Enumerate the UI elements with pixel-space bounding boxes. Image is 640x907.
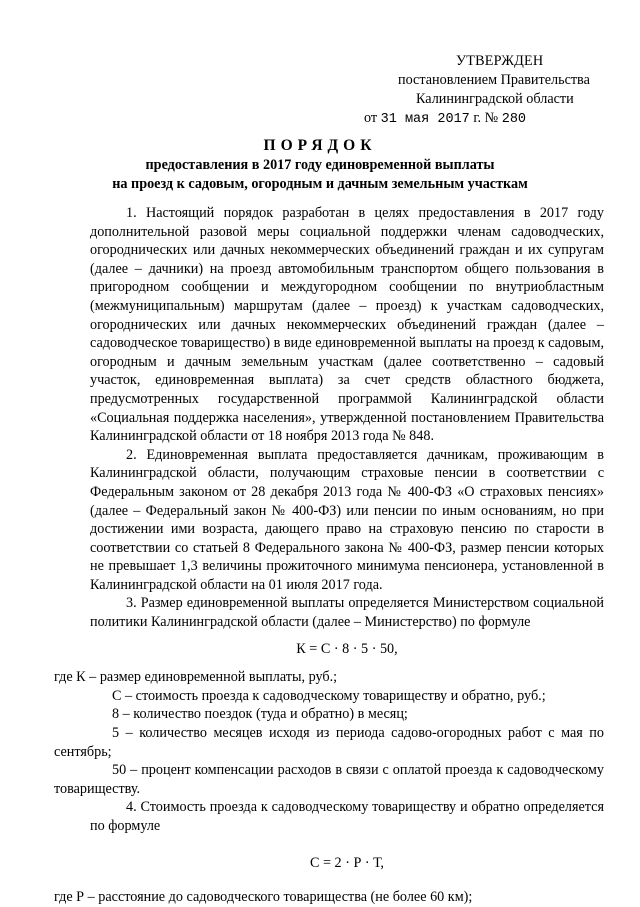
approval-stamp <box>364 52 628 129</box>
approved-heading: УТВЕРЖДЕН <box>456 53 544 69</box>
paragraph-4: 4. Стоимость проезда к садоводческому товариществу и обратно определяется по формуле <box>90 799 604 834</box>
document-subtitle <box>60 156 580 194</box>
formula-k: К = С · 8 · 5 · 50, <box>296 640 398 657</box>
approved-region-line: Калининградской области <box>416 91 574 107</box>
subtitle-line-1: предоставления в 2017 году единовременной выплаты <box>145 157 495 173</box>
date-prefix: от <box>364 110 378 126</box>
definition-c: С – стоимость проезда к садоводческому товариществу и обратно, руб.; <box>112 687 546 704</box>
definition-5: 5 – количество месяцев исходя из периода садово-огородных работ с мая по сентябрь; <box>54 725 604 760</box>
approved-by-line: постановлением Правительства <box>398 72 590 88</box>
document-body <box>54 204 604 907</box>
approved-date-line <box>364 109 628 129</box>
decree-number: 280 <box>501 112 527 127</box>
paragraph-3: 3. Размер единовременной выплаты определяется Министерством социальной политики Калининградской области (далее – Министерство) по формуле <box>90 595 604 631</box>
paragraph-1: 1. Настоящий порядок разработан в целях предоставления в 2017 году дополнительной разовой меры социальной поддержки членам садоводческих, огороднических или дачных некоммерческих объединений граждан и их супругам (далее – дачники) на проезд автомобильным транспортом общего пользования в пригородном сообщении и междугородном сообщении по внутриобластным (межмуниципальным) маршрутам (далее – проезд) к участкам садоводческих, огороднических или дачных некоммерческих объединений граждан (далее – садоводческое товарищество) в виде единовременной выплаты на проезд к садовым, огородным и дачным земельным участкам (далее соответственно – садовый участок, единовременная выплата) за счет средств областного бюджета, предусмотренных государственной программой Калининградской области «Социальная поддержка населения», утвержденной постановлением Правительства Калининградской области от 18 ноября 2013 года № 848. <box>90 205 604 445</box>
decree-date: 31 мая 2017 <box>380 112 470 127</box>
definition-k: где К – размер единовременной выплаты, руб.; <box>54 669 338 686</box>
definition-8: 8 – количество поездок (туда и обратно) в месяц; <box>112 706 408 723</box>
formula-c: С = 2 · Р · Т, <box>310 854 384 871</box>
definition-p: где Р – расстояние до садоводческого товарищества (не более 60 км); <box>54 889 473 906</box>
number-prefix: г. № <box>473 110 499 126</box>
definition-50: 50 – процент компенсации расходов в связи с оплатой проезда к садоводческому товариществу. <box>54 762 604 797</box>
document-title: ПОРЯДОК <box>263 137 377 154</box>
paragraph-2: 2. Единовременная выплата предоставляется дачникам, проживающим в Калининградской области, получающим страховые пенсии в соответствии с Федеральным законом от 28 декабря 2013 года № 400-ФЗ «О страховых пенсиях» (далее – Федеральный закон № 400-ФЗ) или пенсии по иным основаниям, но при достижении ими возраста, дающего право на страховую пенсию по старости в соответствии со статьей 8 Федерального закона № 400-ФЗ, размер пенсии которых не превышает 1,3 величины прожиточного минимума пенсионера, установленной в Калининградской области на 01 июля 2017 года. <box>90 446 604 593</box>
subtitle-line-2: на проезд к садовым, огородным и дачным земельным участкам <box>112 176 528 192</box>
